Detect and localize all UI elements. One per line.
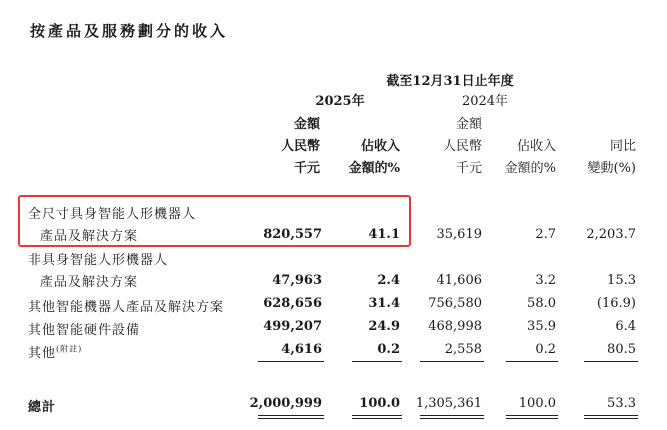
col-amount-2024-line1: 金額 (455, 117, 482, 132)
section-title: 按產品及服務劃分的收入 (30, 22, 229, 40)
row-3-yoy: (16.9) (596, 296, 636, 311)
total-pct-2025: 100.0 (359, 396, 400, 411)
row-5-label-text: 其他 (28, 346, 57, 361)
row-1-amount-2025: 820,557 (263, 227, 322, 242)
row-4-amount-2025: 499,207 (263, 319, 322, 334)
row-2-amount-2024: 41,606 (436, 273, 482, 288)
col-amount-2024-line2: 人民幣 (442, 139, 482, 154)
row-2-amount-2025: 47,963 (272, 273, 322, 288)
total-double-rule-pct-2024-a (506, 415, 558, 416)
total-double-rule-amount-2025-b (258, 418, 324, 419)
subtotal-rule-amount-2024 (420, 361, 484, 362)
col-yoy-line1: 同比 (609, 139, 636, 154)
col-pct-2025-line1: 佔收入 (360, 139, 400, 154)
row-4-label: 其他智能硬件設備 (28, 323, 141, 338)
row-2-label-line2: 產品及解決方案 (40, 275, 139, 290)
col-amount-2025-line2: 人民幣 (280, 139, 320, 154)
total-amount-2024: 1,305,361 (415, 396, 482, 411)
subtotal-rule-pct-2025 (352, 361, 402, 362)
col-amount-2025-line1: 金額 (293, 117, 320, 132)
col-pct-2025-line2: 金額的% (348, 161, 400, 176)
row-2-label-line1: 非具身智能人形機器人 (28, 253, 169, 268)
total-label: 總計 (28, 400, 57, 415)
row-5-pct-2025: 0.2 (377, 342, 400, 357)
row-5-label (28, 342, 82, 361)
total-double-rule-pct-2025-a (352, 415, 402, 416)
total-double-rule-amount-2025-a (258, 415, 324, 416)
row-5-amount-2024: 2,558 (444, 342, 482, 357)
total-amount-2025: 2,000,999 (249, 396, 322, 411)
col-pct-2024-line2: 金額的% (504, 161, 556, 176)
row-2-pct-2025: 2.4 (377, 273, 400, 288)
total-double-rule-amount-2024-a (420, 415, 484, 416)
row-4-amount-2024: 468,998 (428, 319, 482, 334)
row-4-pct-2024: 35.9 (527, 319, 556, 334)
total-double-rule-pct-2025-b (352, 418, 402, 419)
row-1-amount-2024: 35,619 (436, 227, 482, 242)
row-3-label: 其他智能機器人產品及解決方案 (28, 300, 225, 315)
total-pct-2024: 100.0 (518, 396, 556, 411)
total-double-rule-amount-2024-b (420, 418, 484, 419)
subtotal-rule-yoy (584, 361, 638, 362)
total-yoy: 53.3 (607, 396, 636, 411)
row-4-pct-2025: 24.9 (368, 319, 400, 334)
subtotal-rule-amount-2025 (258, 361, 324, 362)
row-3-pct-2024: 58.0 (527, 296, 556, 311)
row-2-pct-2024: 3.2 (535, 273, 556, 288)
row-2-yoy: 15.3 (607, 273, 636, 288)
row-5-note: (附註) (56, 344, 83, 354)
period-header: 截至12月31日止年度 (386, 74, 514, 89)
row-1-label-line2: 產品及解決方案 (40, 229, 139, 244)
row-5-pct-2024: 0.2 (535, 342, 556, 357)
row-1-label-line1: 全尺寸具身智能人形機器人 (28, 207, 197, 222)
row-5-yoy: 80.5 (607, 342, 636, 357)
total-double-rule-yoy-a (584, 415, 638, 416)
row-1-pct-2025: 41.1 (368, 227, 400, 242)
row-3-amount-2024: 756,580 (428, 296, 482, 311)
col-yoy-line2: 變動(%) (587, 161, 636, 176)
row-1-yoy: 2,203.7 (586, 227, 636, 242)
subtotal-rule-pct-2024 (506, 361, 558, 362)
row-3-amount-2025: 628,656 (263, 296, 322, 311)
col-pct-2024-line1: 佔收入 (516, 139, 556, 154)
total-double-rule-pct-2024-b (506, 418, 558, 419)
row-5-amount-2025: 4,616 (281, 342, 322, 357)
col-amount-2024-line3: 千元 (455, 161, 482, 176)
row-3-pct-2025: 31.4 (368, 296, 400, 311)
row-1-pct-2024: 2.7 (535, 227, 556, 242)
year-2025-header: 2025年 (315, 94, 365, 109)
row-4-yoy: 6.4 (615, 319, 636, 334)
year-2024-header: 2024年 (461, 94, 509, 109)
total-double-rule-yoy-b (584, 418, 638, 419)
col-amount-2025-line3: 千元 (293, 161, 320, 176)
